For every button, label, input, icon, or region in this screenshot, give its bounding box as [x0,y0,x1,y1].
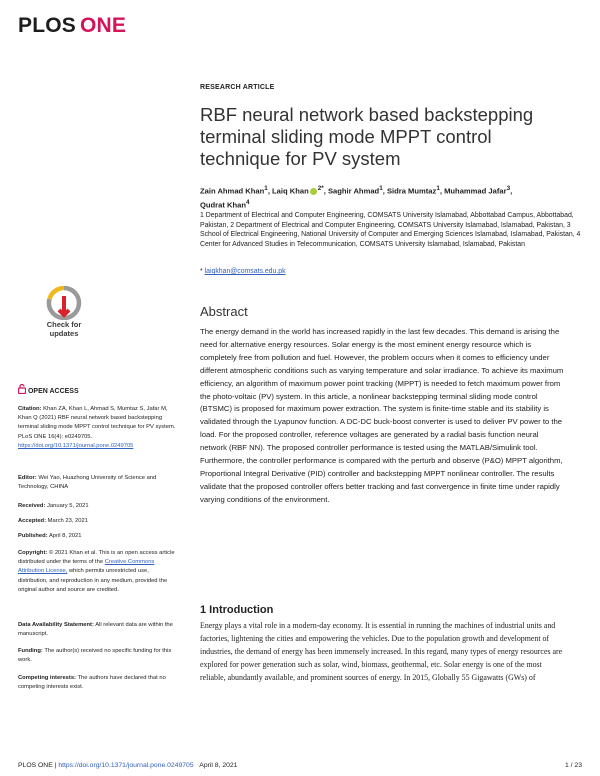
received-text: January 5, 2021 [47,503,89,509]
footer-separator: | [54,762,57,769]
author-sup: 1 [379,185,383,192]
logo-plos: PLOS [18,14,76,37]
footer-doi-link[interactable]: https://doi.org/10.1371/journal.pone.0249705 [58,762,194,769]
journal-logo[interactable] [18,14,126,38]
published-label: Published: [18,533,48,539]
accepted-text: March 23, 2021 [47,518,88,524]
citation [18,405,178,451]
author-sup: 1 [264,185,268,192]
copyright-text-2: which permits unrestricted use, distribution, and reproduction in any medium, provided the original author and source are credited. [18,568,168,593]
author-name[interactable]: Saghir Ahmad [327,186,380,196]
editor-label: Editor: [18,475,37,481]
competing-interests [18,674,178,692]
check-for-updates-badge[interactable] [38,286,90,338]
editor [18,474,178,492]
citation-label: Citation: [18,406,42,412]
data-availability-label: Data Availability Statement: [18,622,94,628]
open-access-text: OPEN ACCESS [27,388,79,395]
abstract-text: The energy demand in the world has increased rapidly in the last few decades. This demand is arising the need for alternative energy resources. Solar energy is the most eminent energy resource which is completely free from pollution and fuel. However, the problem occurs when it comes to efficiency under different atmospheric conditions such as varying temperature and solar irradiance. To achieve its maximum efficiency, an algorithm of maximum power point tracking (MPPT) is needed to fetch maximum power from the photo-voltaic (PV) system. In this article, a nonlinear backstepping terminal sliding mode control (BTSMC) is proposed for maximum power extraction. The system is finite-time stable and its stability is validated through the Lyapunov function. A DC-DC buck-boost converter is used to deliver PV power to the load. For the proposed controller, reference voltages are generated by a radial basis function neural network (RBF NN). The proposed controller performance is tested using the MATLAB/Simulink tool. Furthermore, the controller performance is compared with the perturb and observe (P&O) MPPT algorithm, Proportional Integral Derivative (PID) controller and backstepping MPPT nonlinear controller. The results validate that the proposed controller offers better tracking and fast convergence in finite time under rapidly varying conditions of the environment. [200,327,564,504]
footer-journal: PLOS ONE [18,762,53,769]
badge-line1: Check for [46,320,82,329]
open-access-label [18,384,79,395]
author-sup: 4 [246,198,250,206]
data-availability-text: All relevant data are within the manuscript. [18,622,173,638]
badge-line2: updates [49,329,79,338]
correspondence [200,268,286,275]
email-link[interactable]: laiqkhan@comsats.edu.pk [204,268,286,275]
author-name[interactable]: Zain Ahmad Khan [200,186,265,196]
data-availability [18,621,178,639]
correspondence-marker: * [200,268,203,275]
accepted [18,517,178,526]
footer-date: April 8, 2021 [199,762,238,769]
accepted-label: Accepted: [18,518,47,524]
author-name[interactable]: Qudrat Khan [200,200,246,210]
funding [18,647,178,665]
page-number: 1 / 23 [564,762,582,769]
article-title: RBF neural network based backstepping terminal sliding mode MPPT control technique for PV system [200,104,534,169]
funding-text: The author(s) received no specific funding for this work. [18,648,172,664]
author-name[interactable]: Sidra Mumtaz [386,186,437,196]
funding-label: Funding: [18,648,43,654]
published [18,532,178,541]
introduction-text: Energy plays a vital role in a modern-day economy. It is essential in running the machines of industrial units and factories, lightening the cities and empowering the vehicles. Due to the population growth and development of industries, the demand of energy has been immensely increased. In this regard, many types of energy resources are explored for power generation such as solar, wind, biomass, geothermal, etc. Solar energy is one of the most reliable, abundantly available, and prominent sources of energy. In 2015, Globally 55 Gigawatts (GWs) of [200,621,563,682]
published-text: April 8, 2021 [48,533,82,539]
open-lock-icon [18,384,26,394]
author-name[interactable]: Laiq Khan [272,186,309,196]
competing-interests-text: The authors have declared that no competing interests exist. [18,675,166,691]
citation-doi-link[interactable]: https://doi.org/10.1371/journal.pone.0249705 [18,442,134,449]
copyright [18,549,178,595]
check-updates-icon [38,286,90,320]
affiliations: 1 Department of Electrical and Computer Engineering, COMSATS University Islamabad, Abbottabad Campus, Abbottabad, Pakistan, 2 Department of Electrical and Computer Engineering, COMSATS University Islamabad, Islamabad, Pakistan, 3 School of Electrical Engineering, National University of Computer and Emerging Sciences Islamabad, Islamabad, Pakistan, 4 Center for Advanced Studies in Telecommunication, COMSATS University Islamabad, Islamabad, Pakistan [200,212,581,248]
author-sup: 3 [506,185,511,192]
citation-text: Khan ZA, Khan L, Ahmad S, Mumtaz S, Jafar M, Khan Q (2021) RBF neural network based backstepping terminal sliding mode MPPT control technique for PV system. PLoS ONE 16(4): e0249705. [18,406,176,440]
license-link[interactable]: Creative Commons Attribution License, [18,559,155,575]
competing-interests-label: Competing interests: [18,675,76,681]
article-type: RESEARCH ARTICLE [200,84,275,91]
author-sup: 2* [317,185,324,192]
editor-text: Wei Yao, Huazhong University of Science and Technology, CHINA [18,475,157,491]
author-name[interactable]: Muhammad Jafar [444,186,507,196]
received [18,502,178,511]
page-footer [18,762,237,769]
received-label: Received: [18,503,46,509]
abstract-heading: Abstract [200,304,248,319]
author-list: Zain Ahmad Khan$^1$, Laiq Khan $^{2*}$, Saghir Ahmad$^1$, Sidra Mumtaz$^1$, Muhammad Jafar$^3$, Qudrat Khan$^4$ [200,185,513,210]
copyright-text: © 2021 Khan et al. This is an open access article distributed under the terms of the [18,550,175,566]
orcid-icon[interactable] [310,188,317,195]
author-sup: 1 [436,185,440,192]
introduction-heading: 1 Introduction [200,604,274,616]
logo-one: ONE [79,14,127,37]
copyright-label: Copyright: [18,550,48,556]
